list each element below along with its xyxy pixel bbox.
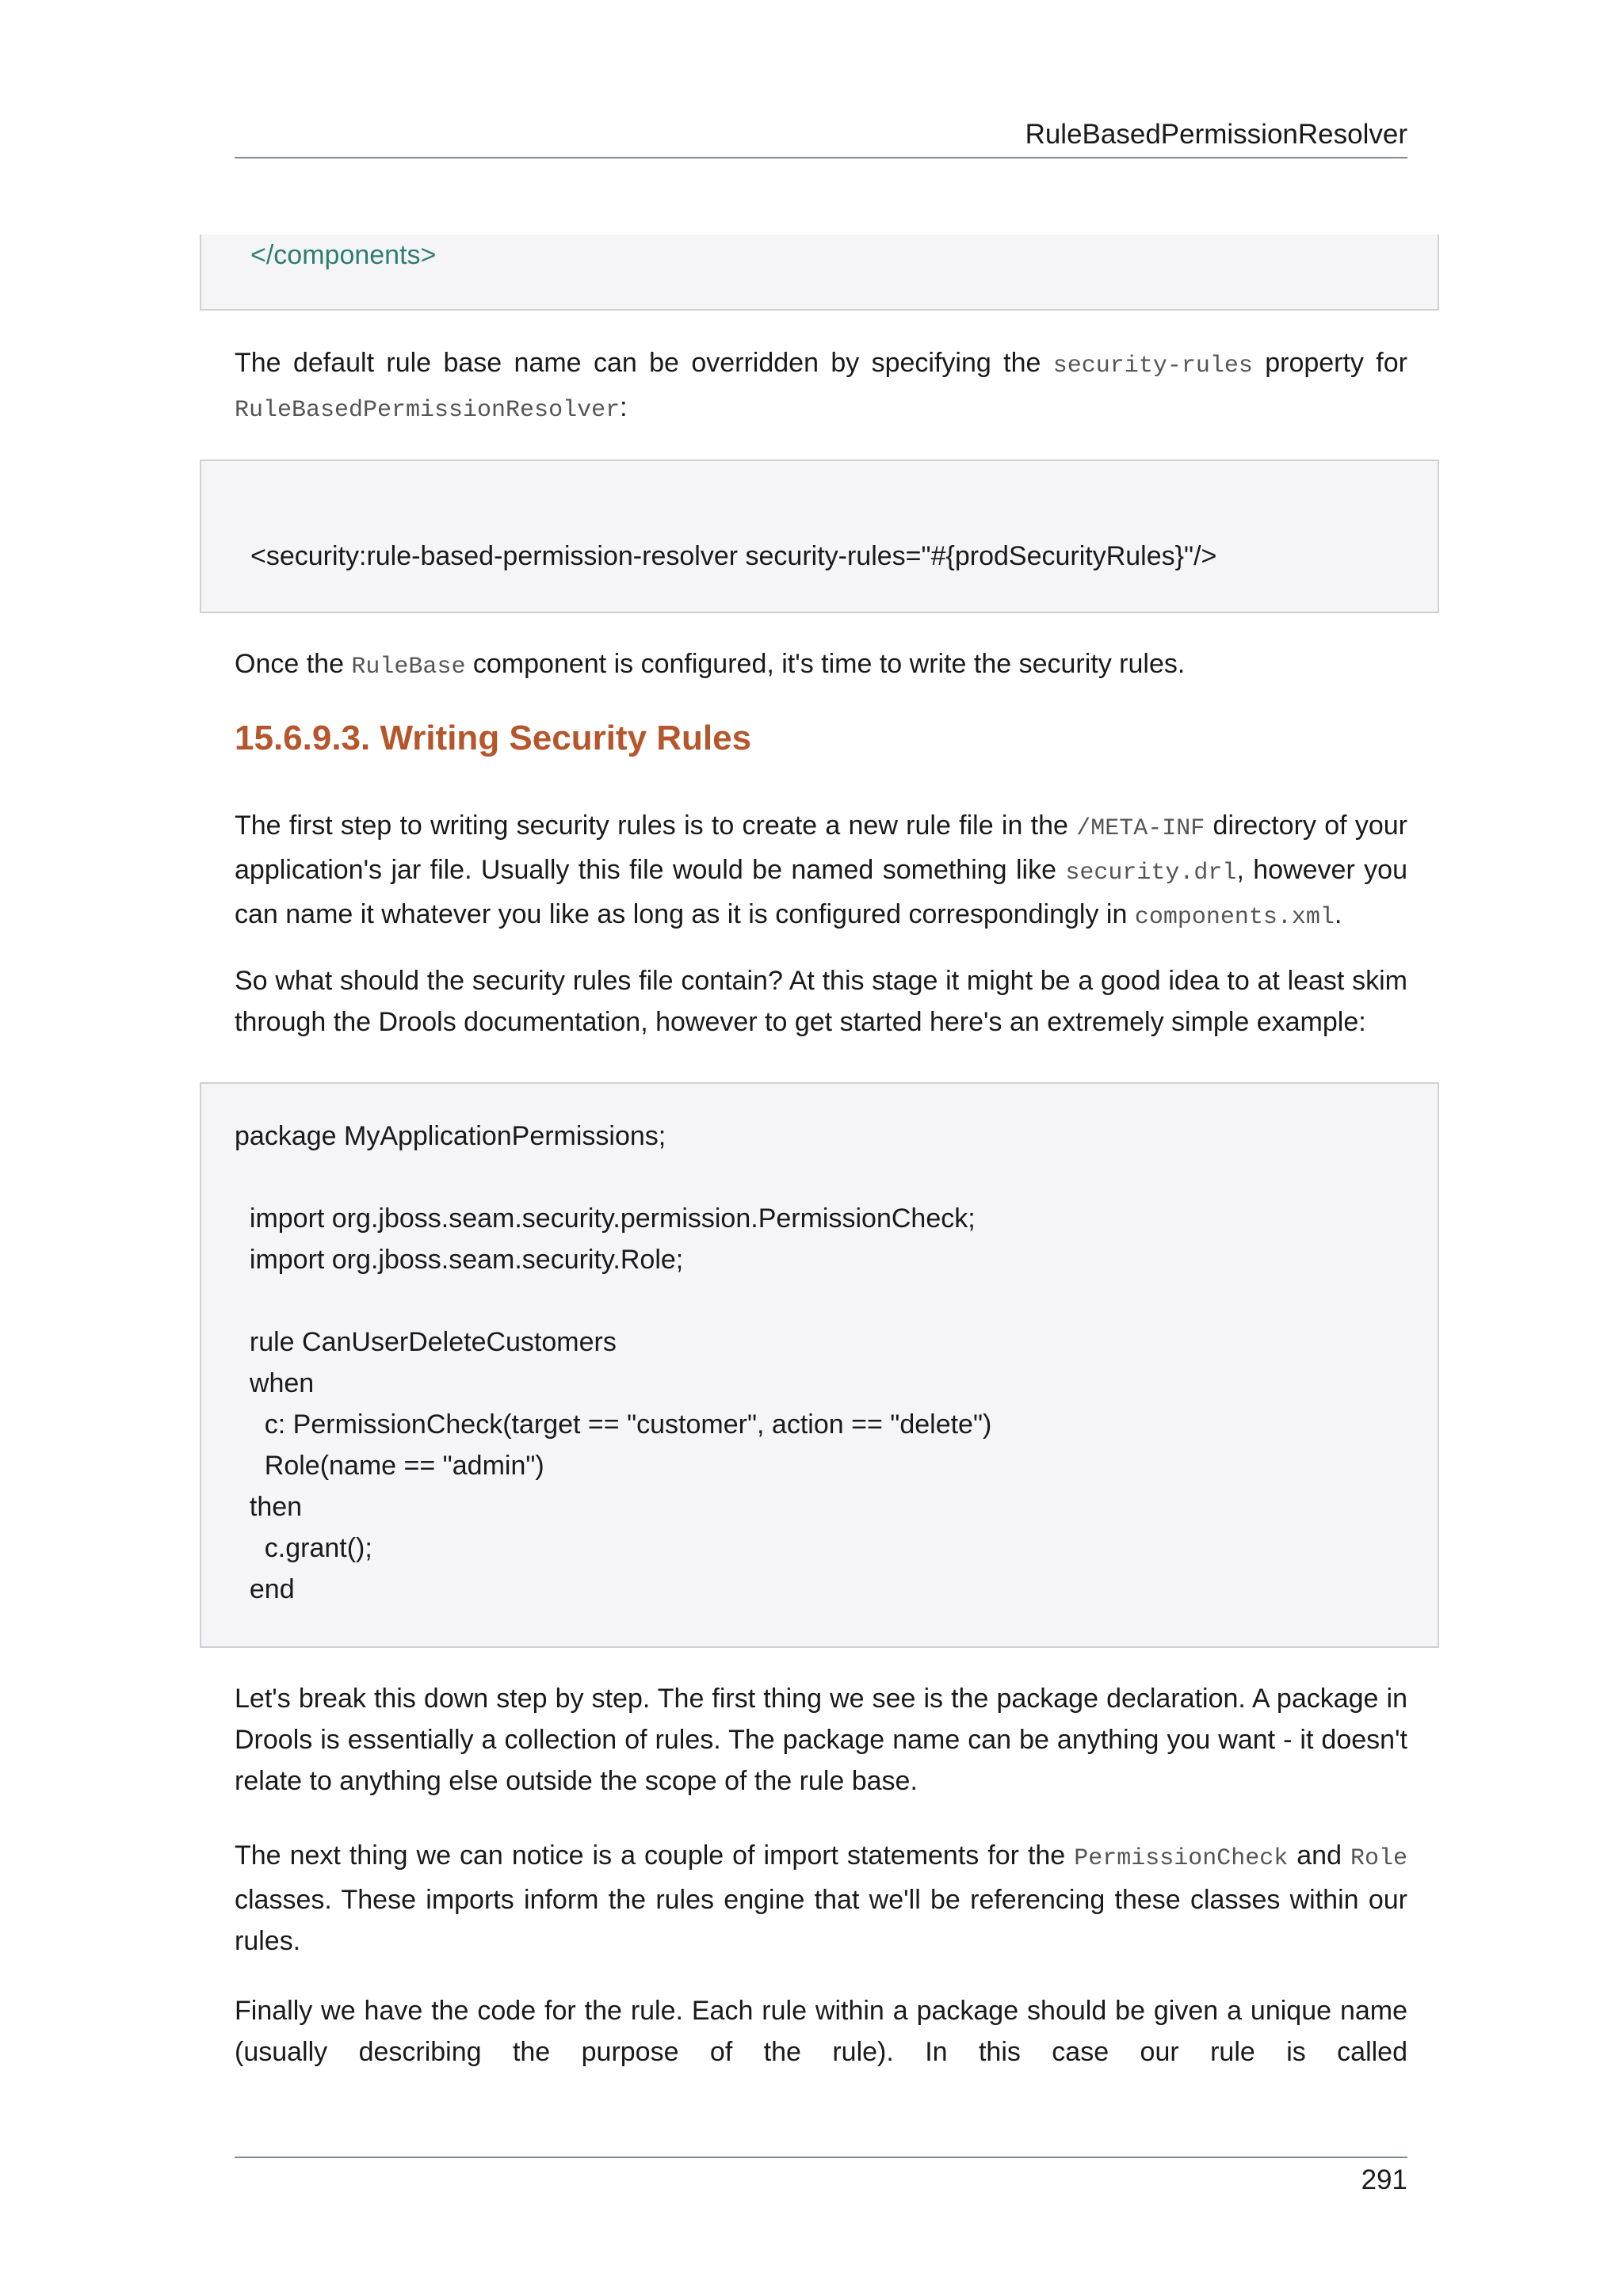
text-run: component is configured, it's time to write the security rules. bbox=[465, 649, 1186, 679]
text-run: The default rule base name can be overridden by specifying the bbox=[235, 348, 1053, 378]
page-number: 291 bbox=[1361, 2164, 1407, 2195]
text-run: classes. These imports inform the rules engine that we'll be referencing these classes within our rules. bbox=[235, 1885, 1407, 1956]
code-line: <security:rule-based-permission-resolver security-rules="#{prodSecurityRules}"/> bbox=[250, 541, 1217, 571]
code-line: import org.jboss.seam.security.Role; bbox=[235, 1245, 684, 1275]
paragraph-rule-base-name bbox=[235, 342, 1407, 431]
inline-code-security-drl: security.drl bbox=[1065, 860, 1237, 887]
inline-code-role: Role bbox=[1350, 1845, 1407, 1872]
text-run: property for bbox=[1252, 348, 1407, 378]
inline-code-permissioncheck: PermissionCheck bbox=[1074, 1845, 1289, 1872]
inline-code-security-rules: security-rules bbox=[1052, 353, 1253, 379]
code-line: c.grant(); bbox=[235, 1533, 372, 1563]
section-heading: 15.6.9.3. Writing Security Rules bbox=[235, 719, 752, 757]
text-run: , however you can name it whatever you like as long as it is configured correspondingly in bbox=[235, 855, 1407, 929]
text-run: and bbox=[1288, 1840, 1350, 1871]
text-run: : bbox=[620, 392, 628, 422]
footer-rule bbox=[235, 2157, 1407, 2158]
code-block-resolver-config bbox=[200, 460, 1439, 613]
code-line: import org.jboss.seam.security.permission.PermissionCheck; bbox=[235, 1203, 976, 1234]
paragraph-first-step bbox=[235, 805, 1407, 938]
inline-code-components-xml: components.xml bbox=[1134, 904, 1335, 931]
header-rule bbox=[235, 157, 1407, 158]
text-run: directory of your application's jar file. Usually this file would be named something like bbox=[235, 810, 1407, 885]
code-line: package MyApplicationPermissions; bbox=[235, 1121, 666, 1151]
code-line: end bbox=[235, 1574, 295, 1604]
paragraph-rulebase-configured bbox=[235, 643, 1407, 688]
code-line: c: PermissionCheck(target == "customer", action == "delete") bbox=[235, 1409, 992, 1440]
code-block-components-end bbox=[200, 235, 1439, 311]
code-line: then bbox=[235, 1492, 303, 1522]
inline-code-meta-inf: /META-INF bbox=[1076, 815, 1205, 842]
paragraph-rule-code: Finally we have the code for the rule. Each rule within a package should be given a unique name (usually describing the purpose of the rule). In this case our rule is called bbox=[235, 1996, 1407, 2067]
code-block-drools-example bbox=[200, 1082, 1439, 1648]
text-run: The next thing we can notice is a couple of import statements for the bbox=[235, 1840, 1075, 1871]
text-run: . bbox=[1334, 899, 1342, 929]
paragraph-rules-file-contents: So what should the security rules file contain? At this stage it might be a good idea to at least skim through the Drools documentation, however to get started here's an extremely simple example: bbox=[235, 966, 1407, 1037]
inline-code-rulebase: RuleBase bbox=[351, 654, 466, 681]
text-run: The first step to writing security rules is to create a new rule file in the bbox=[235, 810, 1077, 841]
running-header: RuleBasedPermissionResolver bbox=[1025, 119, 1407, 150]
code-line: when bbox=[235, 1368, 315, 1398]
text-run: Once the bbox=[235, 649, 352, 679]
paragraph-break-down: Let's break this down step by step. The first thing we see is the package declaration. A package in Drools is essentially a collection of rules. The package name can be anything you want - it doesn't relate to anything else outside the scope of the rule base. bbox=[235, 1684, 1407, 1796]
paragraph-import-statements bbox=[235, 1835, 1407, 1962]
code-line: </components> bbox=[250, 240, 437, 270]
code-line: rule CanUserDeleteCustomers bbox=[235, 1327, 617, 1357]
code-line: Role(name == "admin") bbox=[235, 1451, 544, 1481]
inline-code-resolver: RuleBasedPermissionResolver bbox=[235, 397, 621, 424]
